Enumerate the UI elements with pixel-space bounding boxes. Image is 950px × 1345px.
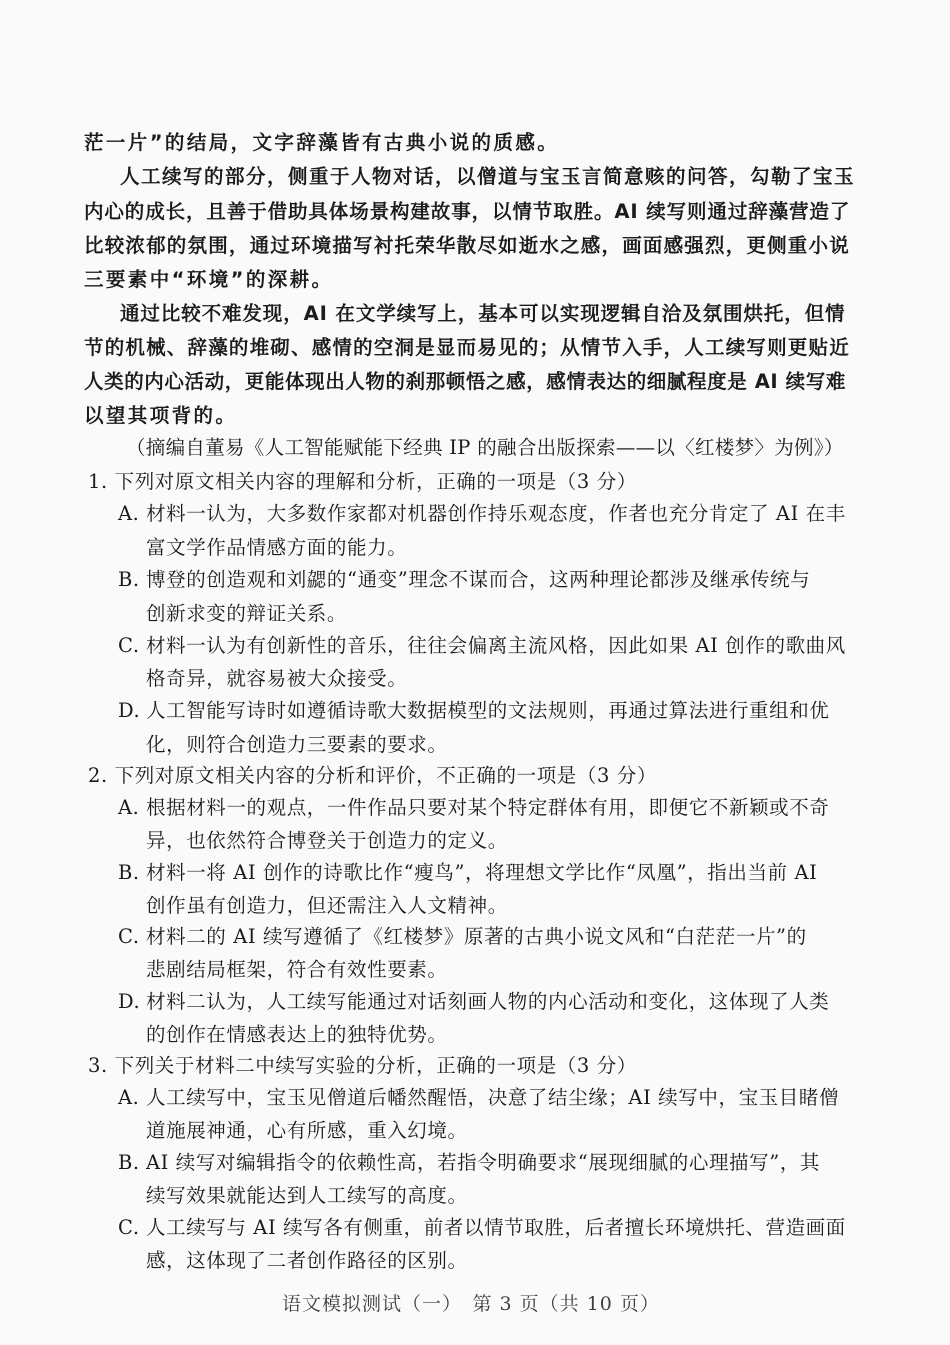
option-line (118, 568, 810, 592)
option-line: 感，这体现了二者创作路径的区别。 (146, 1249, 468, 1272)
option-line: 道施展神通，心有所感，重入幻境。 (146, 1119, 468, 1142)
option-letter: B. (118, 861, 140, 884)
option-text: 材料一将 AI 创作的诗歌比作“瘦鸟”，将理想文学比作“凤凰”，指出当前 AI (146, 861, 818, 884)
option-letter: C. (118, 925, 140, 948)
source-citation: （摘编自董易《人工智能赋能下经典 IP 的融合出版探索——以〈红楼梦〉为例》） (126, 436, 844, 459)
passage-line: 人工续写的部分，侧重于人物对话，以僧道与宝玉言简意赅的问答，勾勒了宝玉 (120, 165, 856, 188)
option-letter: C. (118, 634, 140, 657)
option-line: 富文学作品情感方面的能力。 (146, 536, 408, 559)
option-line (118, 699, 829, 723)
option-text: AI 续写对编辑指令的依赖性高，若指令明确要求“展现细腻的心理描写”，其 (146, 1151, 821, 1174)
option-line: 化，则符合创造力三要素的要求。 (146, 733, 448, 756)
option-line: 创作虽有创造力，但还需注入人文精神。 (146, 894, 508, 917)
option-letter: A. (118, 1086, 140, 1109)
option-letter: B. (118, 1151, 140, 1174)
question-stem: 3. 下列关于材料二中续写实验的分析，正确的一项是（3 分） (88, 1054, 637, 1077)
option-line (118, 1086, 839, 1110)
option-line (118, 502, 846, 526)
option-line: 异，也依然符合博登关于创造力的定义。 (146, 829, 508, 852)
option-line (118, 861, 817, 885)
option-letter: B. (118, 568, 140, 591)
option-letter: D. (118, 699, 141, 722)
option-letter: A. (118, 796, 140, 819)
option-text: 根据材料一的观点，一件作品只要对某个特定群体有用，即便它不新颖或不奇 (146, 796, 830, 819)
option-line: 续写效果就能达到人工续写的高度。 (146, 1184, 468, 1207)
option-text: 材料二的 AI 续写遵循了《红楼梦》原著的古典小说文风和“白茫茫一片”的 (146, 925, 807, 948)
option-line (118, 990, 829, 1014)
option-line: 悲剧结局框架，符合有效性要素。 (146, 958, 448, 981)
option-text: 材料一认为，大多数作家都对机器创作持乐观态度，作者也充分肯定了 AI 在丰 (146, 502, 846, 525)
passage-line: 茫一片”的结局，文字辞藻皆有古典小说的质感。 (84, 131, 560, 154)
question-stem: 2. 下列对原文相关内容的分析和评价，不正确的一项是（3 分） (88, 764, 658, 787)
option-line (118, 925, 807, 949)
page-footer: 语文模拟测试（一） 第 3 页（共 10 页） (282, 1293, 660, 1315)
option-line: 创新求变的辩证关系。 (146, 602, 348, 625)
option-text: 人工续写中，宝玉见僧道后幡然醒悟，决意了结尘缘；AI 续写中，宝玉目睹僧 (146, 1086, 840, 1109)
passage-line: 比较浓郁的氛围，通过环境描写衬托荣华散尽如逝水之感，画面感强烈，更侧重小说 (84, 234, 850, 257)
option-line: 格奇异，就容易被大众接受。 (146, 667, 408, 690)
option-text: 人工续写与 AI 续写各有侧重，前者以情节取胜，后者擅长环境烘托、营造画面 (146, 1216, 846, 1239)
option-letter: D. (118, 990, 141, 1013)
passage-line: 通过比较不难发现，AI 在文学续写上，基本可以实现逻辑自洽及氛围烘托，但情 (120, 302, 846, 325)
passage-line: 以望其项背的。 (84, 404, 238, 427)
option-text: 人工智能写诗时如遵循诗歌大数据模型的文法规则，再通过算法进行重组和优 (146, 699, 830, 722)
option-text: 材料二认为，人工续写能通过对话刻画人物的内心活动和变化，这体现了人类 (146, 990, 830, 1013)
option-text: 博登的创造观和刘勰的“通变”理念不谋而合，这两种理论都涉及继承传统与 (146, 568, 811, 591)
option-line: 的创作在情感表达上的独特优势。 (146, 1023, 448, 1046)
option-line (118, 634, 846, 658)
option-letter: C. (118, 1216, 140, 1239)
option-line (118, 1151, 820, 1175)
option-line (118, 796, 829, 820)
passage-line: 内心的成长，且善于借助具体场景构建故事，以情节取胜。AI 续写则通过辞藻营造了 (84, 200, 851, 223)
question-stem: 1. 下列对原文相关内容的理解和分析，正确的一项是（3 分） (88, 470, 637, 493)
passage-line: 人类的内心活动，更能体现出人物的刹那顿悟之感，感情表达的细腻程度是 AI 续写难 (84, 370, 846, 393)
option-text: 材料一认为有创新性的音乐，往往会偏离主流风格，因此如果 AI 创作的歌曲风 (146, 634, 846, 657)
passage-line: 节的机械、辞藻的堆砌、感情的空洞是显而易见的；从情节入手，人工续写则更贴近 (84, 336, 850, 359)
passage-line: 三要素中“环境”的深耕。 (84, 268, 334, 291)
option-line (118, 1216, 846, 1240)
option-letter: A. (118, 502, 140, 525)
